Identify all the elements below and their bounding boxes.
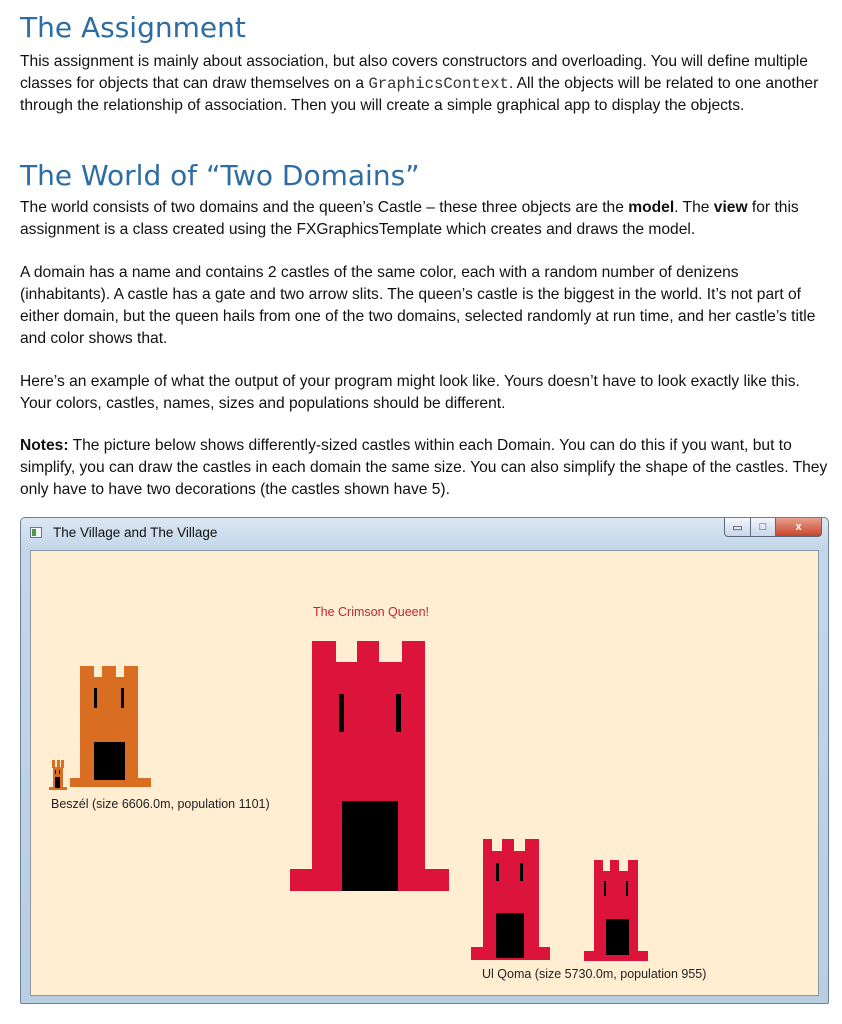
notes-text: The picture below shows differently-sized castles within each Domain. You can do this if you want, but to simplify, you can draw the castles in each domain the same size. You can also simplify the shape of the castles. They only have to have two decorations (the castles shown have 5). [20, 437, 828, 498]
window-controls [724, 518, 822, 538]
minimize-button[interactable] [724, 518, 751, 537]
minimize-icon: ▭ [732, 521, 743, 534]
window-title: The Village and The Village [53, 525, 218, 540]
drawing-canvas [30, 550, 819, 996]
model-bold: model [628, 199, 675, 216]
queen-castle [290, 641, 449, 891]
notes-label: Notes: [20, 437, 69, 454]
view-bold: view [713, 199, 748, 216]
notes-paragraph [20, 435, 832, 501]
graphics-context-code: GraphicsContext [368, 75, 509, 93]
world-p1-text-b: . The [674, 199, 710, 216]
domain1-label: Beszél (size 6606.0m, population 1101) [51, 797, 270, 811]
domain1-large-castle [70, 666, 151, 787]
assignment-paragraph [20, 51, 832, 117]
domain2-label: Ul Qoma (size 5730.0m, population 955) [482, 967, 707, 981]
close-button[interactable] [776, 518, 822, 537]
domain1-small-castle [49, 760, 67, 790]
world-paragraph-3: Here’s an example of what the output of your program might look like. Yours doesn’t have to look exactly like this. Your colors, castles, names, sizes and populations should be different. [20, 373, 800, 412]
queen-title-label: The Crimson Queen! [313, 605, 430, 619]
close-icon: x [795, 521, 802, 533]
world-p1-text-c: for this assignment is a class created using the FXGraphicsTemplate which creates and draws the model. [20, 199, 799, 238]
window-titlebar[interactable] [21, 518, 828, 548]
section-heading-world: The World of “Two Domains” [20, 159, 420, 192]
app-window-icon [30, 527, 42, 538]
maximize-button[interactable] [751, 518, 776, 537]
world-p1-text-a: The world consists of two domains and the queen’s Castle – these three objects are the [20, 199, 624, 216]
domain2-castle-a [471, 839, 550, 960]
world-paragraph-2: A domain has a name and contains 2 castles of the same color, each with a random number of denizens (inhabitants). A castle has a gate and two arrow slits. The queen’s castle is the biggest in the world. It’s not part of either domain, but the queen hails from one of the two domains, selected randomly at run time, and her castle’s title and color shows that. [20, 264, 816, 347]
maximize-icon: □ [759, 521, 767, 533]
domain2-castle-b [584, 860, 648, 961]
section-heading-assignment: The Assignment [20, 11, 246, 44]
world-paragraph-1 [20, 197, 835, 241]
assignment-text-b: . All the objects will be related to one another through the relationship of association. Then you will create a simple graphical app to display the objects. [20, 75, 819, 114]
assignment-text-a: This assignment is mainly about association, but also covers constructors and overloading. You will define multiple classes for objects that can draw themselves on a [20, 53, 808, 92]
app-window [20, 517, 829, 1004]
